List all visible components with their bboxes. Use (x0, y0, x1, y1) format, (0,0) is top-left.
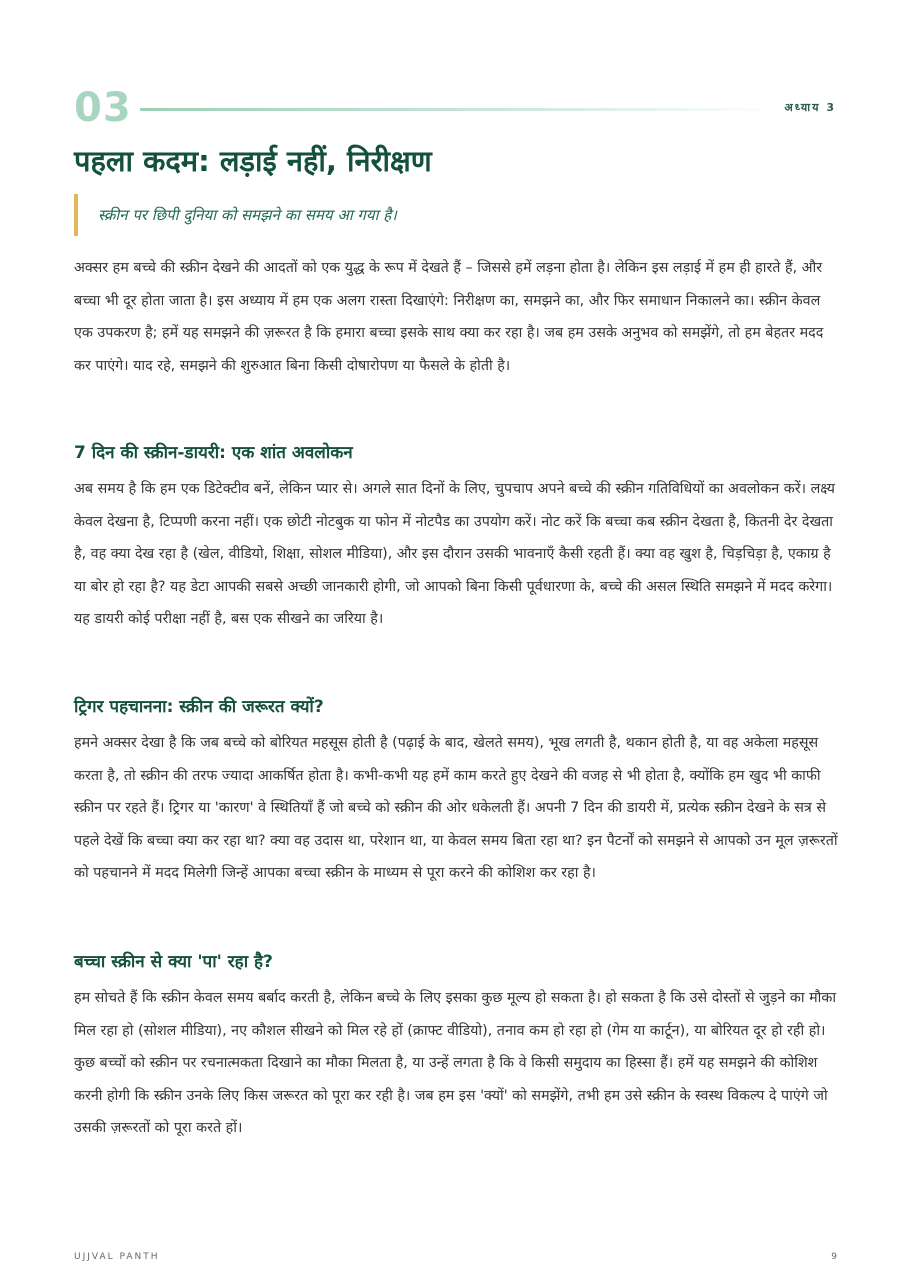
chapter-number: 03 (74, 85, 132, 131)
section-body-gains: हम सोचते हैं कि स्क्रीन केवल समय बर्बाद करती है, लेकिन बच्चे के लिए इसका कुछ मूल्य हो सकता है। हो सकता है कि उसे दोस्तों से जुड़ने का मौका मिल रहा हो (सोशल मीडिया), नए कौशल सीखने को मिल रहे हों (क्राफ्ट वीडियो), तनाव कम हो रहा हो (गेम या कार्टून), या बोरियत दूर हो रही हो। कुछ बच्चों को स्क्रीन पर रचनात्मकता दिखाने का मौका मिलता है, या उन्हें लगता है कि वे किसी समुदाय का हिस्सा हैं। हमें यह समझने की कोशिश करनी होगी कि स्क्रीन उनके लिए किस जरूरत को पूरा कर रही है। जब हम इस 'क्यों' को समझेंगे, तभी हम उसे स्क्रीन के स्वस्थ विकल्प दे पाएंगे जो उसकी ज़रूरतों को पूरा करते हों। (74, 990, 837, 1137)
page-title: पहला कदम: लड़ाई नहीं, निरीक्षण (74, 144, 432, 178)
section-heading-gains: बच्चा स्क्रीन से क्या 'पा' रहा है? (74, 952, 273, 972)
section-heading-triggers: ट्रिगर पहचानना: स्क्रीन की जरूरत क्यों? (74, 697, 324, 717)
page-number: 9 (831, 1252, 837, 1262)
intro-paragraph: अक्सर हम बच्चे की स्क्रीन देखने की आदतों को एक युद्ध के रूप में देखते हैं – जिससे हमें लड़ना होता है। लेकिन इस लड़ाई में हम ही हारते हैं, और बच्चा भी दूर होता जाता है। इस अध्याय में हम एक अलग रास्ता दिखाएंगे: निरीक्षण का, समझने का, और फिर समाधान निकालने का। स्क्रीन केवल एक उपकरण है; हमें यह समझने की ज़रूरत है कि हमारा बच्चा इसके साथ क्या कर रहा है। जब हम उसके अनुभव को समझेंगे, तो हम बेहतर मदद कर पाएंगे। याद रहे, समझने की शुरुआत बिना किसी दोषारोपण या फैसले के होती है। (74, 260, 824, 374)
chapter-divider (140, 108, 780, 111)
section-body-diary: अब समय है कि हम एक डिटेक्टीव बनें, लेकिन प्यार से। अगले सात दिनों के लिए, चुपचाप अपने बच्चे की स्क्रीन गतिविधियों का अवलोकन करें। लक्ष्य केवल देखना है, टिप्पणी करना नहीं। एक छोटी नोटबुक या फोन में नोटपैड का उपयोग करें। नोट करें कि बच्चा कब स्क्रीन देखता है, कितनी देर देखता है, वह क्या देख रहा है (खेल, वीडियो, शिक्षा, सोशल मीडिया), और इस दौरान उसकी भावनाएँ कैसी रहती हैं। क्या वह खुश है, चिड़चिड़ा है, एकाग्र है या बोर हो रहा है? यह डेटा आपकी सबसे अच्छी जानकारी होगी, जो आपको बिना किसी पूर्वधारणा के, बच्चे की असल स्थिति समझने में मदद करेगा। यह डायरी कोई परीक्षा नहीं है, बस एक सीखने का जरिया है। (74, 481, 835, 628)
footer-author: UJJVAL PANTH (74, 1252, 160, 1262)
pull-quote (74, 194, 838, 236)
pull-quote-text: स्क्रीन पर छिपी दुनिया को समझने का समय आ गया है। (98, 206, 397, 224)
chapter-header (74, 86, 836, 130)
section-heading-diary: 7 दिन की स्क्रीन-डायरी: एक शांत अवलोकन (74, 443, 353, 463)
chapter-label: अध्याय 3 (784, 101, 836, 114)
section-body-triggers: हमने अक्सर देखा है कि जब बच्चे को बोरियत महसूस होती है (पढ़ाई के बाद, खेलते समय), भूख लगती है, थकान होती है, या वह अकेला महसूस करता है, तो स्क्रीन की तरफ ज्यादा आकर्षित होता है। कभी-कभी यह हमें काम करते हुए देखने की वजह से भी होता है, क्योंकि हम खुद भी काफी स्क्रीन पर रहते हैं। ट्रिगर या 'कारण' वे स्थितियाँ हैं जो बच्चे को स्क्रीन की ओर धकेलती हैं। अपनी 7 दिन की डायरी में, प्रत्येक स्क्रीन देखने के सत्र से पहले देखें कि बच्चा क्या कर रहा था? क्या वह उदास था, परेशान था, या केवल समय बिता रहा था? इन पैटर्नों को समझने से आपको उन मूल ज़रूरतों को पहचानने में मदद मिलेगी जिन्हें आपका बच्चा स्क्रीन के माध्यम से पूरा करने की कोशिश कर रहा है। (74, 735, 838, 882)
